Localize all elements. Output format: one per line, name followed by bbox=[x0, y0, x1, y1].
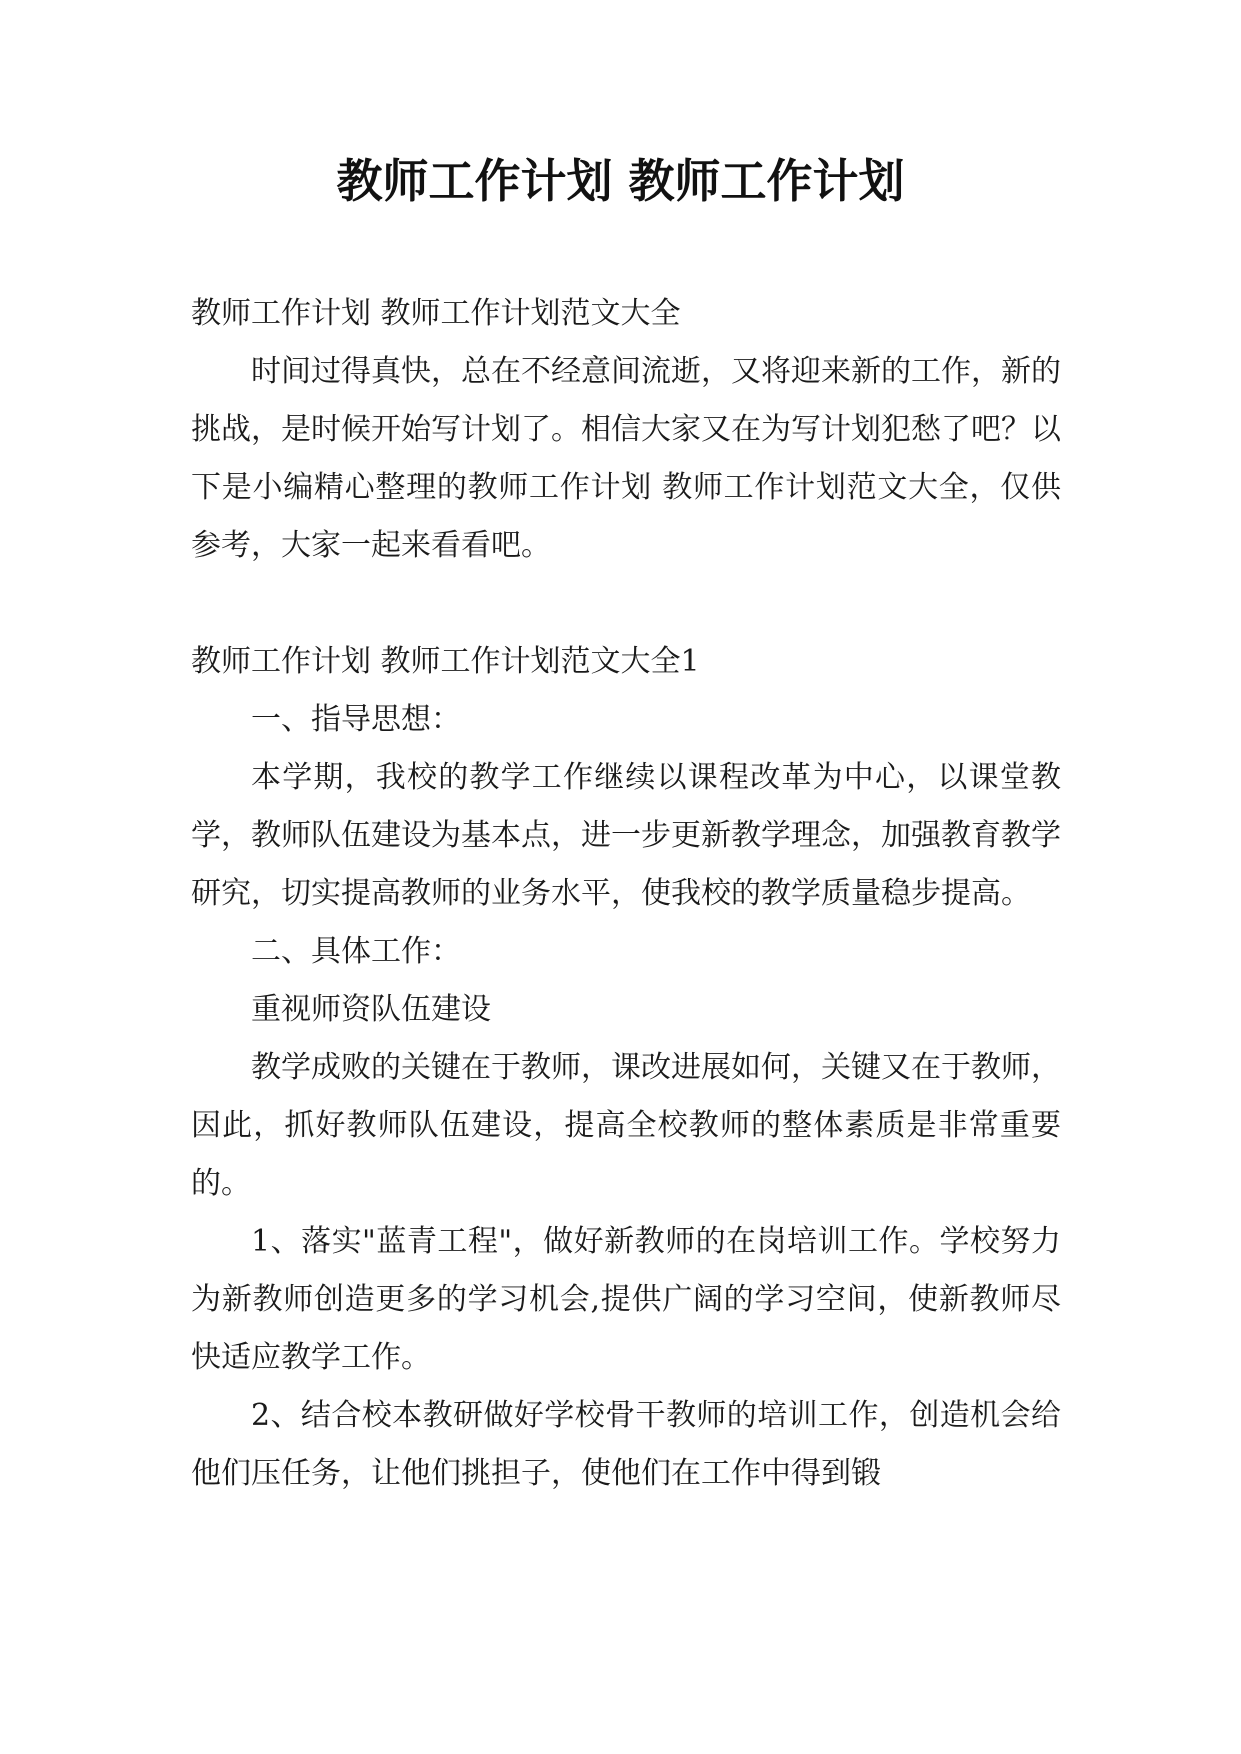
document-title: 教师工作计划 教师工作计划 bbox=[336, 154, 905, 208]
paragraph-item-1: 1、落实"蓝青工程"，做好新教师的在岗培训工作。学校努力为新教师创造更多的学习机会,提供广阔的学习空间，使新教师尽快适应教学工作。 bbox=[191, 1224, 1061, 1375]
paragraph-guiding-ideology: 本学期，我校的教学工作继续以课程改革为中心，以课堂教学，教师队伍建设为基本点，进一步更新教学理念，加强教育教学研究，切实提高教师的业务水平，使我校的教学质量稳步提高。 bbox=[191, 760, 1061, 911]
paragraph-intro: 时间过得真快，总在不经意间流逝，又将迎来新的工作，新的挑战，是时候开始写计划了。相信大家又在为写计划犯愁了吧？以下是小编精心整理的教师工作计划 教师工作计划范文大全，仅供参考，大家一起来看看吧。 bbox=[191, 354, 1061, 563]
paragraph-teacher-team: 教学成败的关键在于教师，课改进展如何，关键又在于教师，因此，抓好教师队伍建设，提高全校教师的整体素质是非常重要的。 bbox=[191, 1050, 1061, 1201]
section-heading-intro: 教师工作计划 教师工作计划范文大全 bbox=[191, 296, 681, 331]
spacer bbox=[191, 575, 1061, 633]
subheading-specific-work: 二、具体工作： bbox=[251, 934, 461, 969]
document-body bbox=[191, 285, 1061, 1503]
paragraph-item-2: 2、结合校本教研做好学校骨干教师的培训工作，创造机会给他们压任务，让他们挑担子，使他们在工作中得到锻 bbox=[191, 1398, 1061, 1491]
subheading-teacher-team: 重视师资队伍建设 bbox=[251, 992, 491, 1027]
subheading-guiding-ideology: 一、指导思想： bbox=[251, 702, 461, 737]
section-heading-1: 教师工作计划 教师工作计划范文大全1 bbox=[191, 644, 700, 679]
